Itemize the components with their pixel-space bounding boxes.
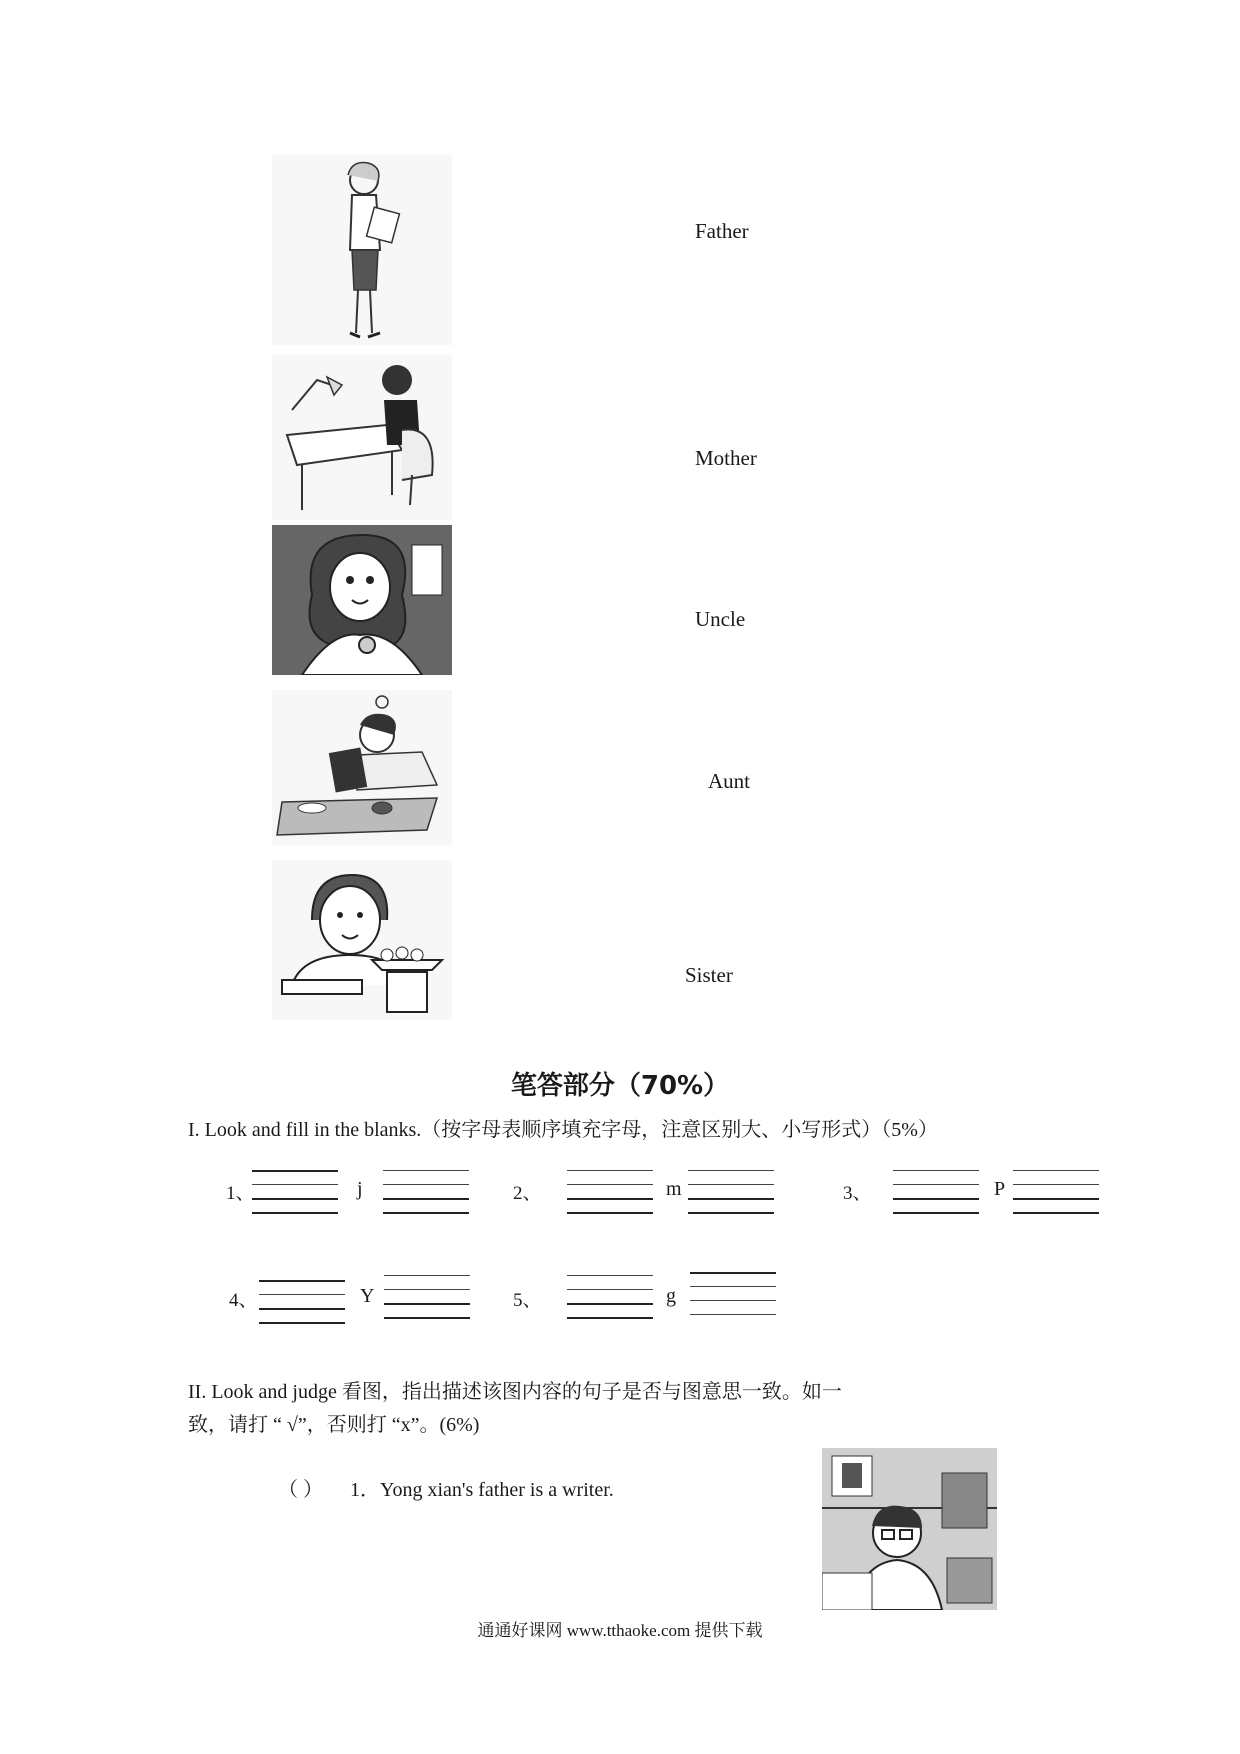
item-1-number: 1、 [226, 1183, 255, 1204]
item-3-blank-before[interactable] [893, 1170, 979, 1216]
answer-paren[interactable]: （ ） [278, 1479, 323, 1501]
writer-with-glasses-icon [822, 1448, 997, 1610]
word-father: Father [695, 219, 749, 243]
picture-writer [272, 355, 452, 520]
question-1-picture [822, 1448, 997, 1610]
picture-woman-with-book [272, 690, 452, 845]
item-4-blank-after[interactable] [384, 1275, 470, 1321]
doctor-icon [272, 525, 452, 675]
item-2-blank-after[interactable] [688, 1170, 774, 1216]
word-sister: Sister [685, 963, 733, 987]
item-1-blank-after[interactable] [383, 1170, 469, 1216]
item-5-number: 5、 [513, 1290, 542, 1311]
item-3-blank-after[interactable] [1013, 1170, 1099, 1216]
question-1-text: 1．Yong xian's father is a writer. [350, 1479, 614, 1501]
footer-credit: 通通好课网 www.tthaoke.com 提供下载 [477, 1621, 763, 1640]
part2-instruction-line1: II. Look and judge 看图，指出描述该图内容的句子是否与图意思一致。如一 [188, 1381, 842, 1403]
teacher-icon [272, 155, 452, 345]
item-1-letter: j [357, 1178, 363, 1200]
woman-with-book-icon [272, 690, 452, 845]
item-4-letter: Y [360, 1285, 375, 1307]
word-uncle: Uncle [695, 607, 746, 631]
item-3-letter: P [994, 1178, 1006, 1200]
part2-instruction-line2: 致，请打 “ √”，否则打 “x”。(6%) [188, 1414, 480, 1436]
picture-teacher [272, 155, 452, 345]
item-5-blank-before[interactable] [567, 1275, 653, 1321]
item-1-blank-before[interactable] [252, 1170, 338, 1216]
item-2-number: 2、 [513, 1183, 542, 1204]
word-mother: Mother [695, 446, 757, 470]
word-aunt: Aunt [708, 769, 750, 793]
item-2-letter: m [666, 1178, 682, 1200]
item-3-number: 3、 [843, 1183, 872, 1204]
writer-at-desk-icon [272, 355, 452, 520]
part1-instruction: I. Look and fill in the blanks.（按字母表顺序填充字母，注意区别大、小写形式）（5%） [188, 1119, 938, 1141]
shopkeeper-icon [272, 860, 452, 1020]
item-2-blank-before[interactable] [567, 1170, 653, 1216]
section-title: 笔答部分（70%） [510, 1071, 730, 1101]
item-5-letter: g [666, 1285, 676, 1307]
picture-doctor [272, 525, 452, 675]
item-4-blank-before[interactable] [259, 1280, 345, 1326]
picture-shopkeeper [272, 860, 452, 1020]
item-5-blank-after[interactable] [690, 1272, 776, 1318]
item-4-number: 4、 [229, 1290, 258, 1311]
